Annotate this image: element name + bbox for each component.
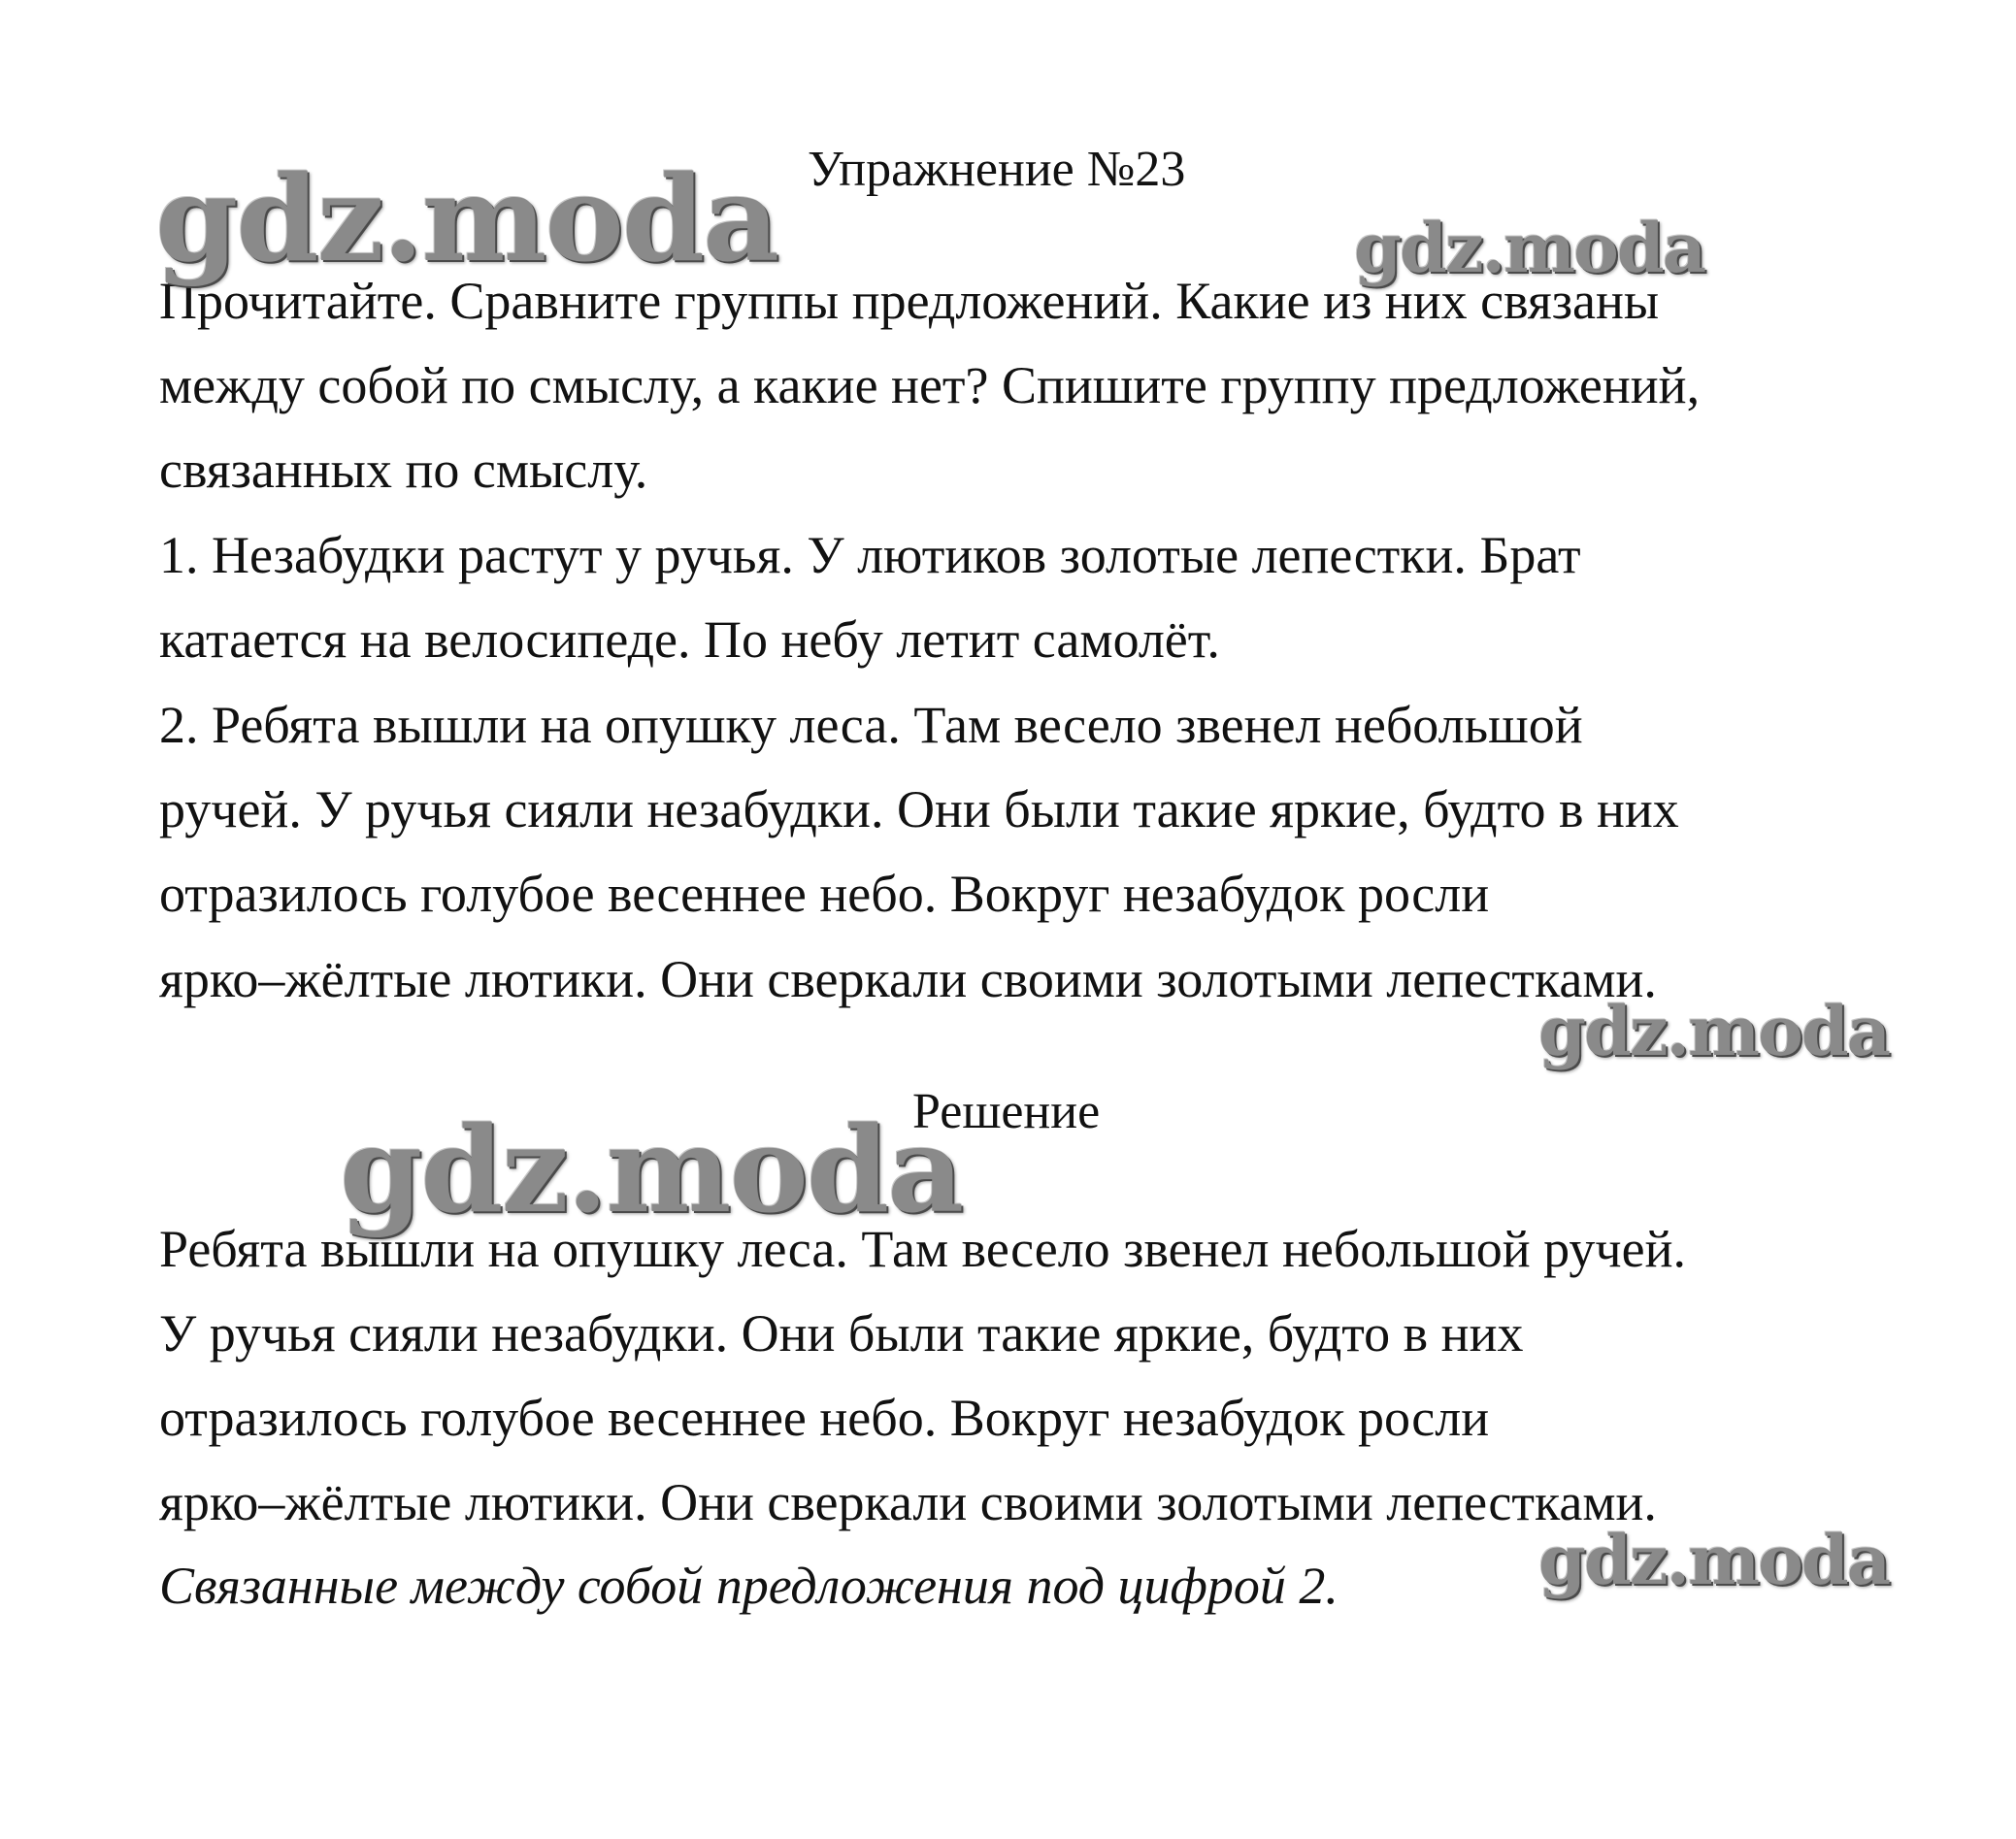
task-line: Прочитайте. Сравните группы предложений. Какие из них связаны [159,272,1660,330]
group1-line: катается на велосипеде. По небу летит самолёт. [159,610,1220,669]
group2-line: ярко–жёлтые лютики. Они сверкали своими золотыми лепестками. [159,950,1657,1008]
solution-line: отразилось голубое весеннее небо. Вокруг незабудок росли [159,1389,1490,1447]
watermark-logo: gdz.moda [1538,1520,1890,1600]
solution-line: Ребята вышли на опушку леса. Там весело звенел небольшой ручей. [159,1220,1686,1278]
watermark-logo: gdz.moda [1354,208,1705,288]
solution-line: ярко–жёлтые лютики. Они сверкали своими золотыми лепестками. [159,1473,1657,1531]
watermark-logo: gdz.moda [340,1100,963,1239]
group2-line: 2. Ребята вышли на опушку леса. Там весело звенел небольшой [159,696,1583,754]
task-line: между собой по смыслу, а какие нет? Спишите группу предложений, [159,356,1701,414]
solution-line: У ручья сияли незабудки. Они были такие яркие, будто в них [159,1304,1524,1363]
watermark-logo: gdz.moda [155,148,778,288]
exercise-title: Упражнение №23 [808,142,1186,197]
group2-line: отразилось голубое весеннее небо. Вокруг незабудок росли [159,865,1490,923]
solution-conclusion: Связанные между собой предложения под цифрой 2. [159,1557,1338,1615]
watermark-logo: gdz.moda [1538,991,1890,1071]
solution-title: Решение [912,1084,1101,1139]
group2-line: ручей. У ручья сияли незабудки. Они были такие яркие, будто в них [159,780,1679,838]
group1-line: 1. Незабудки растут у ручья. У лютиков золотые лепестки. Брат [159,526,1581,584]
task-line: связанных по смыслу. [159,441,648,499]
